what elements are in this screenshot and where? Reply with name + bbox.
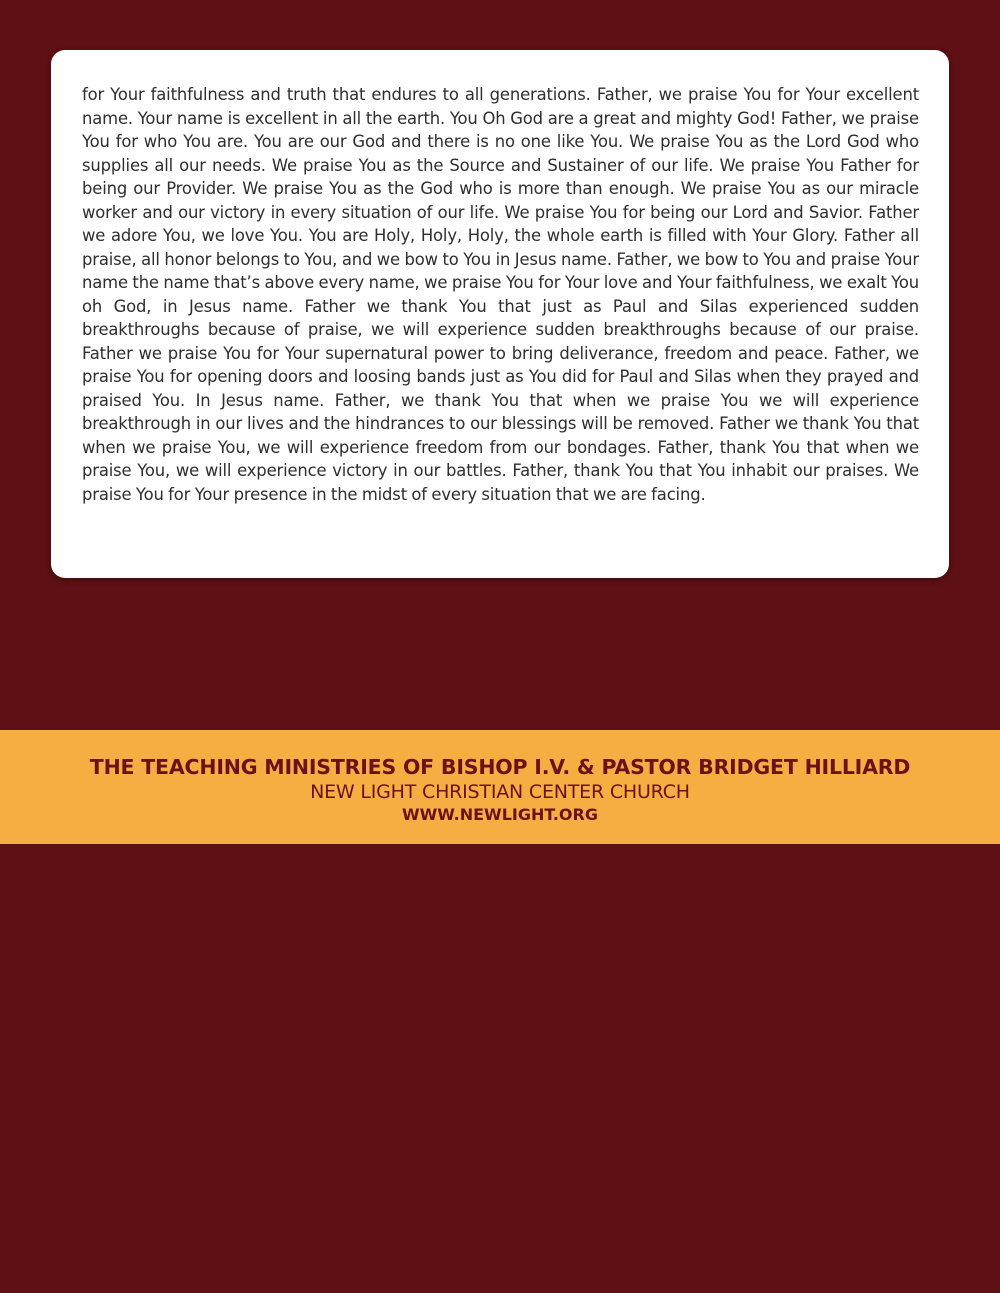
website-link[interactable]: WWW.NEWLIGHT.ORG	[402, 805, 598, 824]
church-name: NEW LIGHT CHRISTIAN CENTER CHURCH	[310, 781, 690, 803]
footer-band	[0, 730, 1000, 844]
prayer-text: for Your faithfulness and truth that endures to all generations. Father, we praise You for Your excellent name. Your name is excellent in all the earth. You Oh God are a great and mighty God! Father, we praise You for who You are. You are our God and there is no one like You. We praise You as the Lord God who supplies all our needs. We praise You as the Source and Sustainer of our life. We praise You Father for being our Provider. We praise You as the God who is more than enough. We praise You as our miracle worker and our victory in every situation of our life. We praise You for being our Lord and Savior. Father we adore You, we love You. You are Holy, Holy, Holy, the whole earth is filled with Your Glory. Father all praise, all honor belongs to You, and we bow to You in Jesus name. Father, we bow to You and praise Your name the name that’s above every name, we praise You for Your love and Your faithfulness, we exalt You oh God, in Jesus name. Father we thank You that just as Paul and Silas experienced sudden breakthroughs because of praise, we will experience sudden breakthroughs because of our praise. Father we praise You for Your supernatural power to bring deliverance, freedom and peace. Father, we praise You for opening doors and loosing bands just as You did for Paul and Silas when they prayed and praised You. In Jesus name. Father, we thank You that when we praise You we will experience breakthrough in our lives and the hindrances to our blessings will be removed. Father we thank You that when we praise You, we will experience freedom from our bondages. Father, thank You that when we praise You, we will experience victory in our battles. Father, thank You that You inhabit our praises. We praise You for Your presence in the midst of every situation that we are facing.	[82, 85, 919, 504]
prayer-card	[51, 50, 949, 578]
ministry-title: THE TEACHING MINISTRIES OF BISHOP I.V. & PASTOR BRIDGET HILLIARD	[89, 755, 911, 779]
